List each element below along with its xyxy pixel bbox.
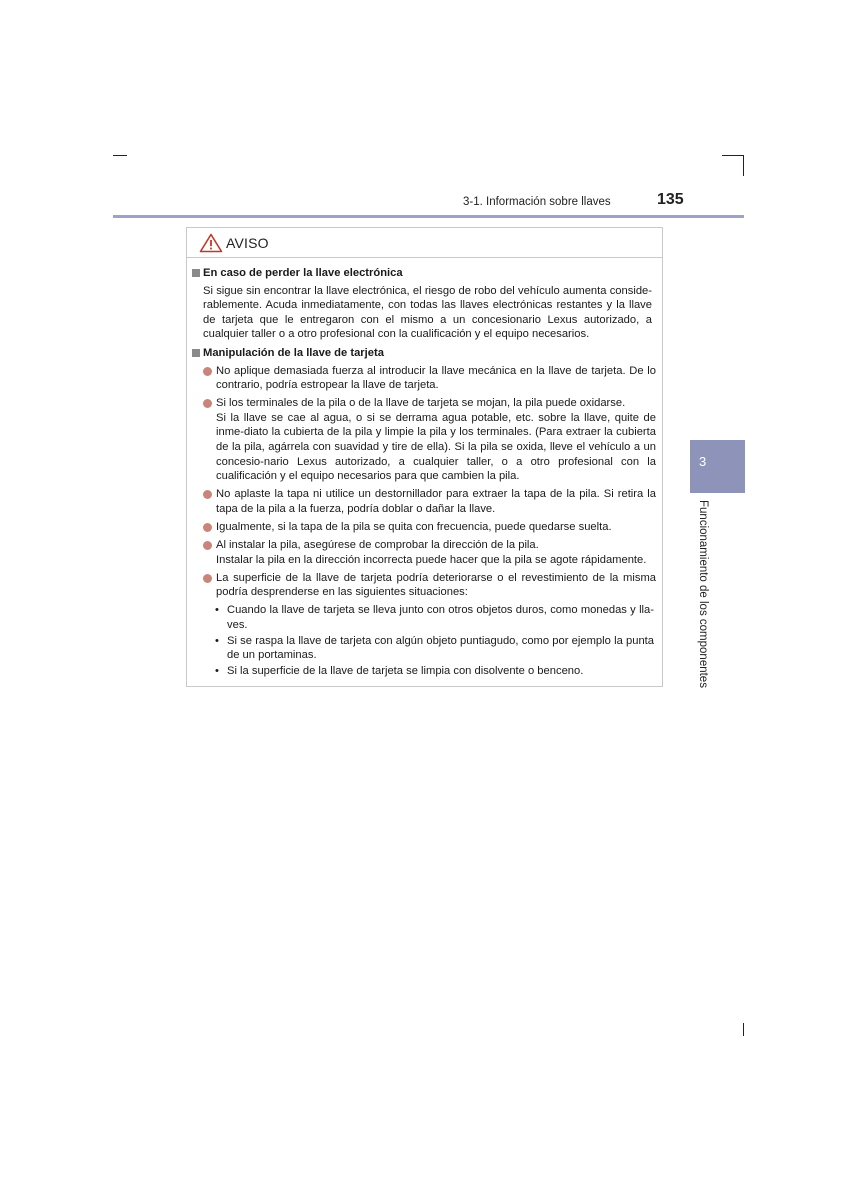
list-item: Al instalar la pila, asegúrese de comprobar la dirección de la pila. Instalar la pila en la dirección incorrecta puede hacer que la pila se agote rápidamente. (187, 538, 662, 567)
header-rule (113, 215, 744, 218)
section-heading: Manipulación de la llave de tarjeta (187, 346, 662, 361)
crop-mark-top-left (113, 155, 127, 156)
round-bullet-icon (203, 523, 212, 532)
list-item: Si los terminales de la pila o de la llave de tarjeta se mojan, la pila puede oxidarse. Si la llave se cae al agua, o si se derrama agua potable, etc. sobre la llave, quite de inme-diato la cubierta de la pila y limpie la pila y los terminales. (Para extraer la cubierta de la pila, agárrela con suavidad y tire de ella). Si la pila se oxida, lleve el vehículo a un concesio-nario Lexus autorizado, a cualquier taller, o a otro profesional con la cualificación y el equipo necesarios para que cambien la pila. (187, 396, 662, 484)
round-bullet-icon (203, 574, 212, 583)
chapter-tab[interactable] (690, 440, 745, 493)
small-bullet-icon: • (215, 634, 219, 647)
square-bullet-icon (192, 269, 200, 277)
warning-title: AVISO (226, 234, 269, 251)
crop-mark-top-right-v (743, 155, 744, 176)
section-paragraph: Si sigue sin encontrar la llave electrónica, el riesgo de robo del vehículo aumenta conside-rablemente. Acuda inmediatamente, con todas las llaves electrónicas restantes y la llave de tarjeta que le entregaron con el mismo a un concesionario Lexus autorizado, a cualquier taller o a otro profesional con la cualificación y el equipo necesarios. (203, 284, 652, 341)
round-bullet-icon (203, 367, 212, 376)
crop-mark-top-right-h (722, 155, 744, 156)
warning-content (187, 266, 662, 679)
section-title: 3-1. Información sobre llaves (463, 196, 611, 208)
page-number: 135 (657, 191, 684, 208)
list-item: No aplaste la tapa ni utilice un destornillador para extraer la tapa de la pila. Si retira la tapa de la pila a la fuerza, podría doblar o dañar la llave. (187, 487, 662, 516)
small-bullet-icon: • (215, 664, 219, 677)
list-item: Igualmente, si la tapa de la pila se quita con frecuencia, puede quedarse suelta. (187, 520, 662, 535)
warning-header (187, 228, 662, 258)
warning-box (186, 227, 663, 687)
list-item: No aplique demasiada fuerza al introducir la llave mecánica en la llave de tarjeta. De lo contrario, podría estropear la llave de tarjeta. (187, 364, 662, 393)
sub-list-item: • Cuando la llave de tarjeta se lleva junto con otros objetos duros, como monedas y lla-ves. (215, 604, 654, 632)
warning-triangle-icon (199, 233, 223, 253)
chapter-number: 3 (699, 454, 707, 469)
sub-list-item: • Si la superficie de la llave de tarjeta se limpia con disolvente o benceno. (215, 664, 584, 677)
sub-list-item: • Si se raspa la llave de tarjeta con algún objeto puntiagudo, como por ejemplo la punta de un portaminas. (215, 634, 654, 662)
section-heading: En caso de perder la llave electrónica (187, 266, 662, 281)
round-bullet-icon (203, 490, 212, 499)
round-bullet-icon (203, 541, 212, 550)
round-bullet-icon (203, 399, 212, 408)
crop-mark-bottom-right (743, 1023, 744, 1036)
square-bullet-icon (192, 349, 200, 357)
small-bullet-icon: • (215, 604, 219, 617)
list-item: La superficie de la llave de tarjeta podría deteriorarse o el revestimiento de la misma podría desprenderse en las siguientes situaciones: (187, 571, 662, 600)
chapter-title: Funcionamiento de los componentes (697, 500, 709, 688)
